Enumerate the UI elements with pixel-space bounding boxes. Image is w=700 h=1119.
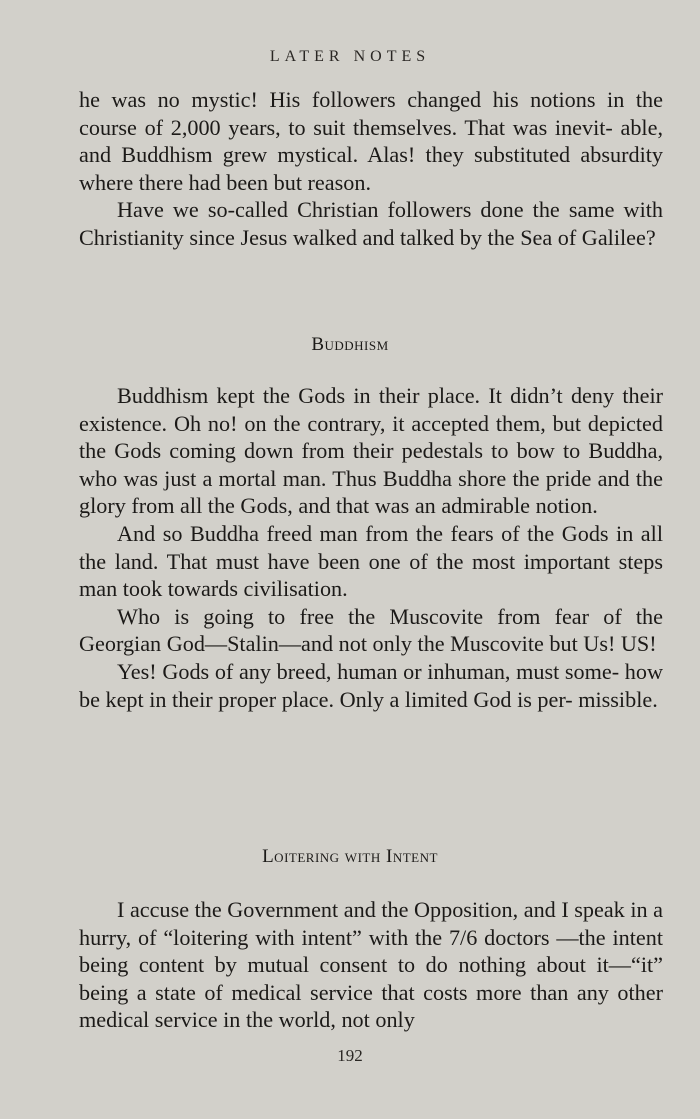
section-heading: Loitering with Intent bbox=[262, 846, 438, 867]
section-body bbox=[79, 382, 663, 713]
paragraph: Who is going to free the Muscovite from fear of the Georgian God—Stalin—and not only the Muscovite but Us! US! bbox=[79, 603, 663, 657]
paragraph: he was no mystic! His followers changed his notions in the course of 2,000 years, to suit themselves. That was inevit- able, and Buddhism grew mystical. Alas! they substituted absurdity where there had been but reason. bbox=[79, 87, 663, 195]
running-head: LATER NOTES bbox=[269, 48, 431, 65]
paragraph: And so Buddha freed man from the fears of the Gods in all the land. That must have been one of the most important steps man took towards civilisation. bbox=[79, 520, 663, 602]
section-heading: Buddhism bbox=[311, 334, 389, 355]
intro-text bbox=[79, 86, 663, 252]
paragraph: Buddhism kept the Gods in their place. It didn’t deny their existence. Oh no! on the contrary, it accepted them, but depicted the Gods coming down from their pedestals to bow to Buddha, who was just a mortal man. Thus Buddha shore the pride and the glory from all the Gods, and that was an admirable notion. bbox=[79, 383, 663, 519]
paragraph: Have we so-called Christian followers done the same with Christianity since Jesus walked and talked by the Sea of Galilee? bbox=[79, 197, 663, 250]
paragraph: Yes! Gods of any breed, human or inhuman, must some- how be kept in their proper place. Only a limited God is per- missible. bbox=[79, 658, 663, 712]
page-number: 192 bbox=[337, 1046, 363, 1065]
section-body bbox=[79, 896, 663, 1034]
paragraph: I accuse the Government and the Opposition, and I speak in a hurry, of “loitering with intent” with the 7/6 doctors —the intent being content by mutual consent to do nothing about it—“it” being a state of medical service that costs more than any other medical service in the world, not only bbox=[79, 897, 663, 1033]
